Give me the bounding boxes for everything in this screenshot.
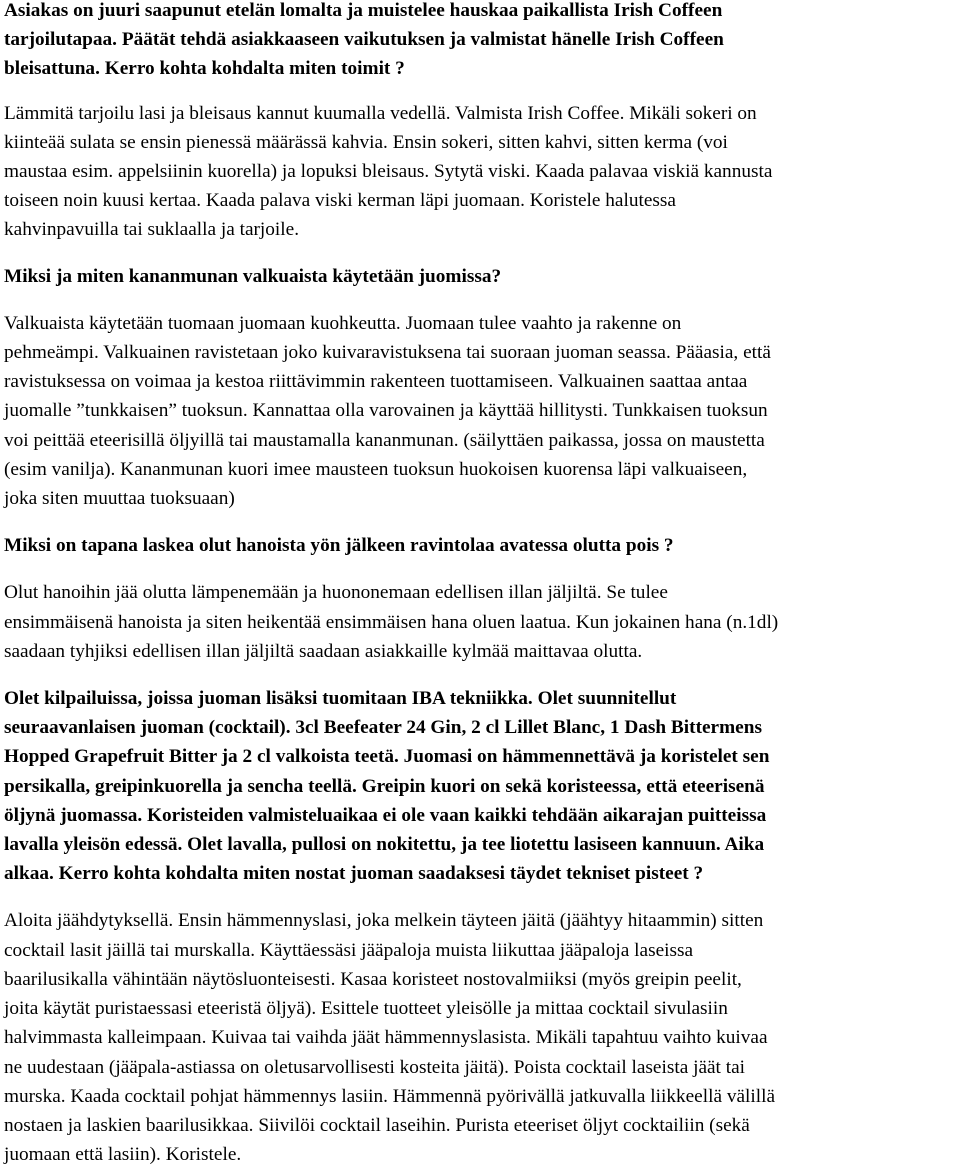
text-line: ravistuksessa on voimaa ja kestoa riittävimmin rakenteen tuottamiseen. Valkuainen saattaa antaa (4, 371, 748, 393)
text-line: toiseen noin kuusi kertaa. Kaada palava viski kerman läpi juomaan. Koristele halutessa (4, 190, 676, 212)
text-line: maustaa esim. appelsiinin kuorella) ja lopuksi bleisaus. Sytytä viski. Kaada palavaa viskiä kannusta (4, 161, 773, 183)
text-line: tarjoilutapaa. Päätät tehdä asiakkaaseen vaikutuksen ja valmistat hänelle Irish Coffeen (4, 29, 724, 51)
answer-irish-coffee (4, 99, 956, 245)
text-line: baarilusikalla vähintään näytösluonteisesti. Kasaa koristeet nostovalmiiksi (myös greipin peelit, (4, 968, 742, 990)
text-line: kahvinpavuilla tai suklaalla ja tarjoile. (4, 219, 300, 241)
text-line: Lämmitä tarjoilu lasi ja bleisaus kannut kuumalla vedellä. Valmista Irish Coffee. Mikäli sokeri on (4, 102, 757, 124)
text-line: halvimmasta kalleimpaan. Kuivaa tai vaihda jäät hämmennyslasista. Mikäli tapahtuu vaihto kuivaa (4, 1027, 768, 1049)
text-line: Miksi ja miten kananmunan valkuaista käytetään juomissa? (4, 265, 502, 287)
text-line: persikalla, greipinkuorella ja sencha teellä. Greipin kuori on sekä koristeessa, että eteerisenä (4, 775, 765, 797)
question-beer-taps (4, 531, 956, 560)
question-egg-white (4, 262, 956, 291)
text-line: saadaan tyhjiksi edellisen illan jäljiltä saadaan asiakkaille kylmää maittavaa olutta. (4, 640, 643, 662)
text-line: Aloita jäähdytyksellä. Ensin hämmennyslasi, joka melkein täyteen jäitä (jäähtyy hitaammin) sitten (4, 910, 764, 932)
text-line: Olut hanoihin jää olutta lämpenemään ja huononemaan edellisen illan jäljiltä. Se tulee (4, 582, 668, 604)
text-line: (esim vanilja). Kananmunan kuori imee mausteen tuoksun huokoisen kuorensa läpi valkuaiseen, (4, 458, 748, 480)
answer-egg-white (4, 309, 956, 513)
text-line: ne uudestaan (jääpala-astiassa on oletusarvollisesti kosteita jäitä). Poista cocktail laseista jäät tai (4, 1056, 746, 1078)
text-line: alkaa. Kerro kohta kohdalta miten nostat juoman saadaksesi täydet tekniset pisteet ? (4, 863, 704, 885)
text-line: juomaan että lasiin). Koristele. (4, 1144, 242, 1166)
text-line: Valkuaista käytetään tuomaan juomaan kuohkeutta. Juomaan tulee vaahto ja rakenne on (4, 312, 682, 334)
text-line: murska. Kaada cocktail pohjat hämmennys lasiin. Hämmennä pyörivällä jatkuvalla liikkeellä välillä (4, 1085, 776, 1107)
answer-beer-taps (4, 578, 956, 666)
question-irish-coffee (4, 0, 956, 84)
text-line: nostaen ja laskien baarilusikkaa. Siivilöi cocktail laseihin. Purista eteeriset öljyt cocktailiin (sekä (4, 1114, 750, 1136)
text-line: pehmeämpi. Valkuainen ravistetaan joko kuivaravistuksena tai suoraan juoman seassa. Pääasia, että (4, 342, 771, 364)
text-line: joita käytät puristaessasi eteeristä öljyä). Esittele tuotteet yleisölle ja mittaa cocktail sivulasiin (4, 998, 728, 1020)
text-line: Asiakas on juuri saapunut etelän lomalta ja muistelee hauskaa paikallista Irish Coffeen (4, 0, 723, 21)
question-iba-cocktail (4, 684, 956, 888)
text-line: Olet kilpailuissa, joissa juoman lisäksi tuomitaan IBA tekniikka. Olet suunnitellut (4, 688, 677, 710)
text-line: kiinteää sulata se ensin pienessä määrässä kahvia. Ensin sokeri, sitten kahvi, sitten kerma (voi (4, 131, 728, 153)
text-line: ensimmäisenä hanoista ja siten heikentää ensimmäisen hana oluen laatua. Kun jokainen hana (n.1dl) (4, 611, 779, 633)
text-line: voi peittää eteerisillä öljyillä tai maustamalla kananmunan. (säilyttäen paikassa, jossa on maustetta (4, 429, 765, 451)
document-page (4, 0, 956, 1169)
text-line: öljynä juomassa. Koristeiden valmisteluaikaa ei ole vaan kaikki tehdään aikarajan puitteissa (4, 804, 767, 826)
text-line: joka siten muuttaa tuoksuaan) (4, 488, 235, 510)
text-line: Miksi on tapana laskea olut hanoista yön jälkeen ravintolaa avatessa olutta pois ? (4, 535, 674, 557)
text-line: lavalla yleisön edessä. Olet lavalla, pullosi on nokitettu, ja tee liotettu lasiseen kannuun. Aika (4, 834, 765, 856)
text-line: juomalle ”tunkkaisen” tuoksun. Kannattaa olla varovainen ja käyttää hillitysti. Tunkkaisen tuoksun (4, 400, 768, 422)
text-line: bleisattuna. Kerro kohta kohdalta miten toimit ? (4, 58, 405, 80)
text-line: cocktail lasit jäillä tai murskalla. Käyttäessäsi jääpaloja muista liikuttaa jääpaloja laseissa (4, 939, 694, 961)
text-line: Hopped Grapefruit Bitter ja 2 cl valkoista teetä. Juomasi on hämmennettävä ja koristelet sen (4, 746, 770, 768)
text-line: seuraavanlaisen juoman (cocktail). 3cl Beefeater 24 Gin, 2 cl Lillet Blanc, 1 Dash Bittermens (4, 717, 762, 739)
answer-iba-cocktail (4, 906, 956, 1169)
